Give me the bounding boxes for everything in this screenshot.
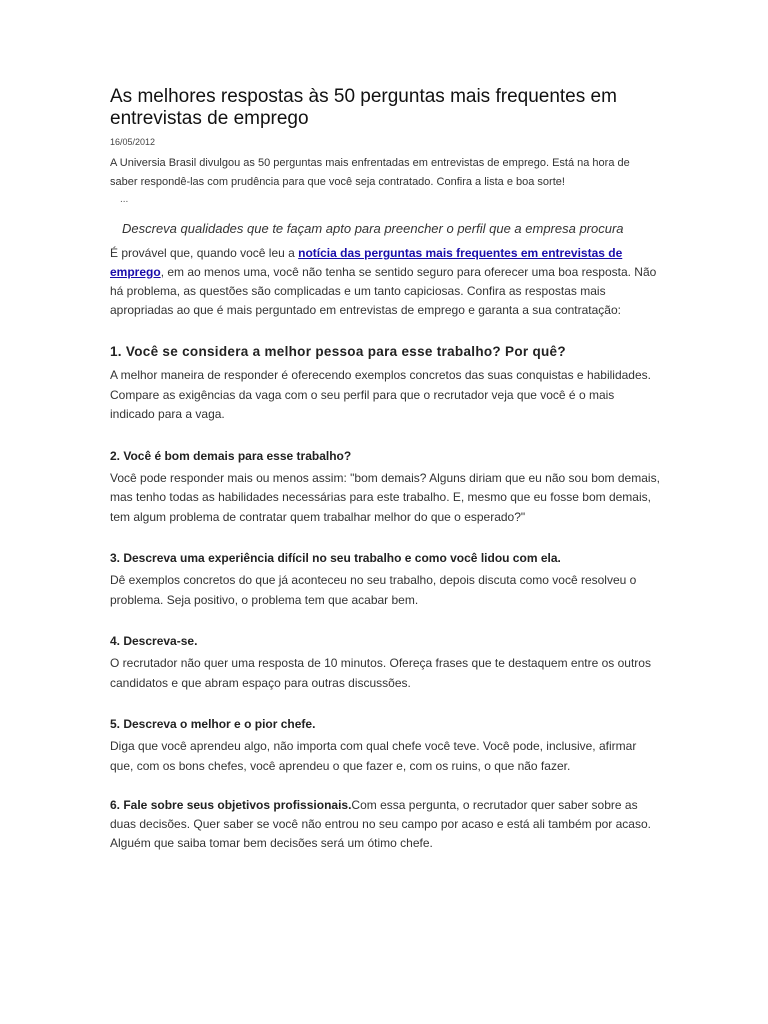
question-6: 6. Fale sobre seus objetivos profissionais. <box>110 798 352 812</box>
question-5: 5. Descreva o melhor e o pior chefe. <box>110 717 316 731</box>
article-intro: A Universia Brasil divulgou as 50 perguntas mais enfrentadas em entrevistas de emprego. Está na hora de saber respondê-las com prudência para que você seja contratado. Confira a lista e boa sorte! <box>110 157 630 188</box>
news-link[interactable]: notícia das perguntas mais frequentes em entrevistas de emprego <box>110 246 623 279</box>
ellipsis: ... <box>120 194 129 205</box>
lead-text-before: É provável que, quando você leu a <box>110 246 299 260</box>
answer-2: Você pode responder mais ou menos assim: "bom demais? Alguns diriam que eu não sou bom demais, mas tenho todas as habilidades necessárias para este trabalho. E, mesmo que eu fosse bom demais, tem algum problema de contratar quem trabalhar melhor do que o esperado?" <box>110 470 660 524</box>
question-4: 4. Descreva-se. <box>110 634 198 648</box>
article-date: 16/05/2012 <box>110 137 156 147</box>
lead-text-after: , em ao menos uma, você não tenha se sentido seguro para oferecer uma boa resposta. Não há problema, as questões são complicadas e um tanto capiciosas. Confira as respostas mais apropriadas ao que é mais perguntado em entrevistas de emprego e garanta a sua contratação: <box>110 265 657 317</box>
article-subtitle: Descreva qualidades que te façam apto para preencher o perfil que a empresa procura <box>122 221 624 236</box>
answer-5: Diga que você aprendeu algo, não importa com qual chefe você teve. Você pode, inclusive, afirmar que, com os bons chefes, você aprendeu o que fazer e, com os ruins, o que não fazer. <box>110 739 637 773</box>
question-3: 3. Descreva uma experiência difícil no seu trabalho e como você lidou com ela. <box>110 551 561 565</box>
article <box>110 86 660 853</box>
question-1: 1. Você se considera a melhor pessoa para esse trabalho? Por quê? <box>110 344 566 359</box>
article-title: As melhores respostas às 50 perguntas mais frequentes em entrevistas de emprego <box>110 86 617 129</box>
answer-6: Com essa pergunta, o recrutador quer saber sobre as duas decisões. Quer saber se você não entrou no seu campo por acaso e está ali também por acaso. Alguém que saiba tomar bem decisões será um ótimo chefe. <box>110 798 651 850</box>
question-2: 2. Você é bom demais para esse trabalho? <box>110 448 352 463</box>
answer-1: A melhor maneira de responder é oferecendo exemplos concretos das suas conquistas e habilidades. Compare as exigências da vaga com o seu perfil para que o recrutador veja que você é o mais indicado para a vaga. <box>110 368 651 421</box>
answer-3: Dê exemplos concretos do que já aconteceu no seu trabalho, depois discuta como você resolveu o problema. Seja positivo, o problema tem que acabar bem. <box>110 573 637 607</box>
answer-4: O recrutador não quer uma resposta de 10 minutos. Ofereça frases que te destaquem entre os outros candidatos e que abram espaço para outras discussões. <box>110 656 651 690</box>
article-lead <box>110 244 660 320</box>
question-6-block <box>110 796 660 853</box>
